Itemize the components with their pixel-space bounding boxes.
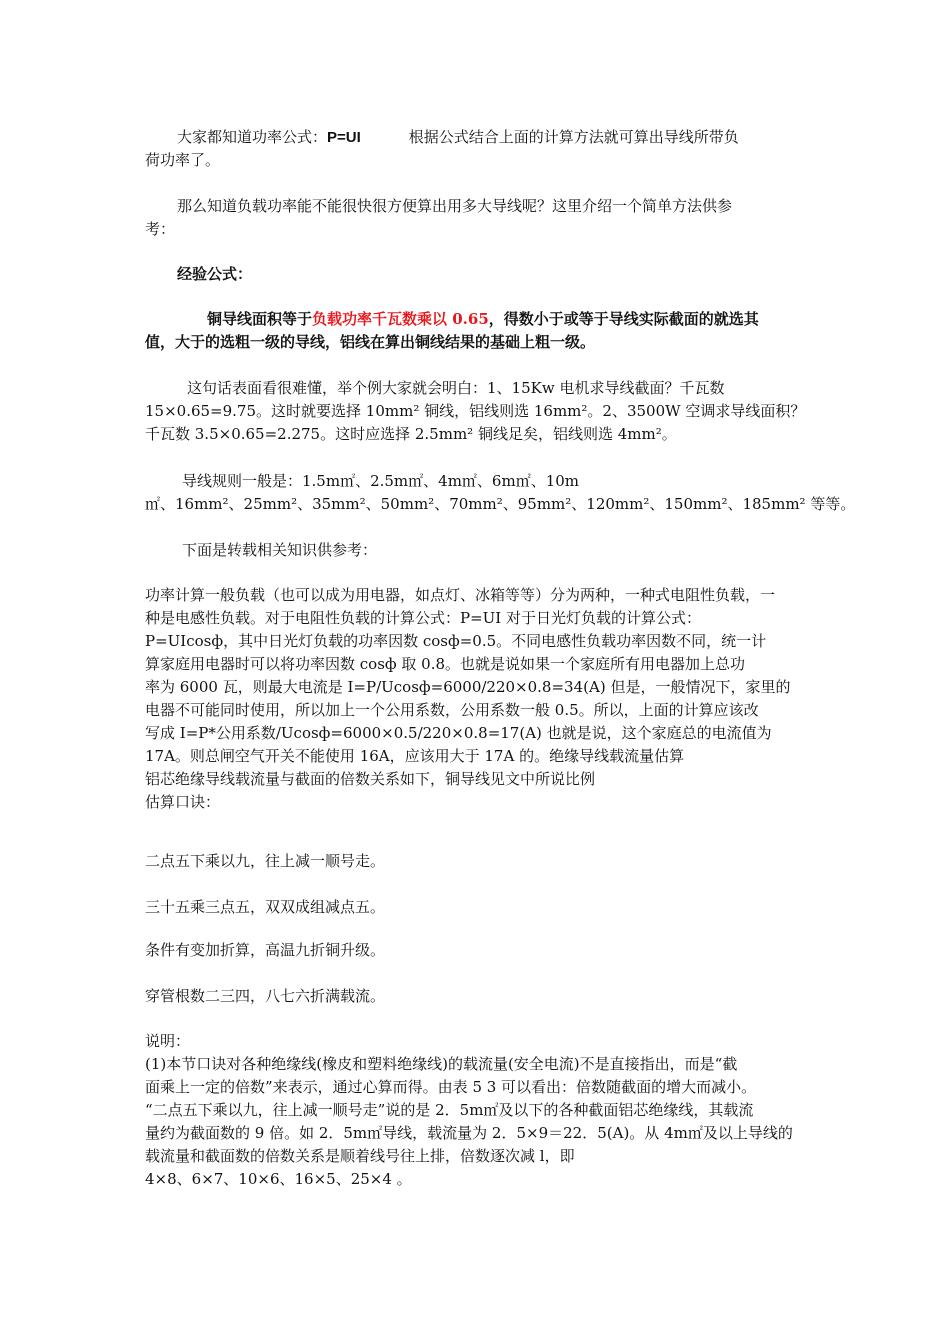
notes-line: 量约为截面数的 9 倍。如 2．5m㎡导线，载流量为 2．5×9＝22．5(A)。从 4m㎡及以上导线的 <box>145 1124 793 1142</box>
power-line: 率为 6000 瓦，则最大电流是 I=P/Ucosф=6000/220×0.8=34(A) 但是，一般情况下，家里的 <box>145 678 791 696</box>
reprint-note: 下面是转载相关知识供参考： <box>182 541 378 559</box>
power-line: 17A。则总闸空气开关不能使用 16A，应该用大于 17A 的。绝缘导线载流量估算 <box>145 747 685 765</box>
question-text: 考： <box>145 220 176 238</box>
rule-text: ，得数小于或等于导线实际截面的就选其 <box>488 310 759 328</box>
power-paragraph <box>145 584 810 814</box>
power-line: 功率计算一般负载（也可以成为用电器，如点灯、冰箱等等）分为两种，一种式电阻性负载，一 <box>145 586 776 604</box>
power-line: P=UIcosф，其中日光灯负载的功率因数 cosф=0.5。不同电感性负载功率因数不同，统一计 <box>145 632 767 650</box>
intro-text: 根据公式结合上面的计算方法就可算出导线所带负 <box>408 128 739 146</box>
specs-paragraph <box>145 470 856 516</box>
rule-paragraph <box>145 308 810 354</box>
rule-text: 铜导线面积等于 <box>207 310 313 328</box>
rule-highlight: 负载功率千瓦数乘以 0.65 <box>312 310 489 328</box>
verse-line: 三十五乘三点五，双双成组减点五。 <box>145 898 386 916</box>
power-line: 铝芯绝缘导线载流量与截面的倍数关系如下，铜导线见文中所说比例 <box>145 770 596 788</box>
intro-text: 大家都知道功率公式： <box>177 128 328 146</box>
example-paragraph <box>145 377 810 446</box>
question-text: 那么知道负载功率能不能很快很方便算出用多大导线呢？这里介绍一个简单方法供参 <box>177 197 733 215</box>
power-formula: P=UI <box>327 129 361 146</box>
question-paragraph <box>145 195 810 241</box>
notes-line: “二点五下乘以九，往上减一顺号走”说的是 2．5m㎡及以下的各种截面铝芯绝缘线，其载流 <box>145 1101 754 1119</box>
intro-text: 荷功率了。 <box>145 151 221 169</box>
power-line: 算家庭用电器时可以将功率因数 cosф 取 0.8。也就是说如果一个家庭所有用电器加上总功 <box>145 655 746 673</box>
power-line: 写成 I=P*公用系数/Ucosф=6000×0.5/220×0.8=17(A) 也就是说，这个家庭总的电流值为 <box>145 724 772 742</box>
notes-line: (1)本节口诀对各种绝缘线(橡皮和塑料绝缘线)的载流量(安全电流)不是直接指出，而是“截 <box>145 1055 738 1073</box>
rule-text: 值，大于的选粗一级的导线，铝线在算出铜线结果的基础上粗一级。 <box>145 333 596 351</box>
power-line: 估算口诀： <box>145 793 221 811</box>
notes-line: 载流量和截面数的倍数关系是顺着线号往上排，倍数逐次减 l，即 <box>145 1147 575 1165</box>
notes-line: 4×8、6×7、10×6、16×5、25×4 。 <box>145 1170 412 1188</box>
notes-paragraph <box>145 1030 810 1191</box>
verse-line: 二点五下乘以九，往上减一顺号走。 <box>145 852 386 870</box>
verse-line: 条件有变加折算，高温九折铜升级。 <box>145 941 386 959</box>
power-line: 种是电感性负载。对于电阻性负载的计算公式：P=UI 对于日光灯负载的计算公式： <box>145 609 701 627</box>
intro-paragraph <box>145 126 810 172</box>
example-text: 15×0.65=9.75。这时就要选择 10mm² 铜线，铝线则选 16mm²。2、3500W 空调求导线面积？ <box>145 402 806 420</box>
example-text: 这句话表面看很难懂，举个例大家就会明白：1、15Kw 电机求导线截面？千瓦数 <box>187 379 725 397</box>
specs-text: ㎡、16mm²、25mm²、35mm²、50mm²、70mm²、95mm²、120mm²、150mm²、185mm² 等等。 <box>145 495 856 513</box>
rule-heading: 经验公式： <box>177 265 253 283</box>
example-text: 千瓦数 3.5×0.65=2.275。这时应选择 2.5mm² 铜线足矣，铝线则选 4mm²。 <box>145 425 677 443</box>
specs-text: 导线规则一般是：1.5m㎡、2.5m㎡、4m㎡、6m㎡、10m <box>182 472 580 490</box>
notes-line: 面乘上一定的倍数”来表示，通过心算而得。由表 5 3 可以看出：倍数随截面的增大而减小。 <box>145 1078 757 1096</box>
notes-line: 说明： <box>145 1032 191 1050</box>
power-line: 电器不可能同时使用，所以加上一个公用系数，公用系数一般 0.5。所以，上面的计算应该改 <box>145 701 759 719</box>
verse-line: 穿管根数二三四，八七六折满载流。 <box>145 987 386 1005</box>
